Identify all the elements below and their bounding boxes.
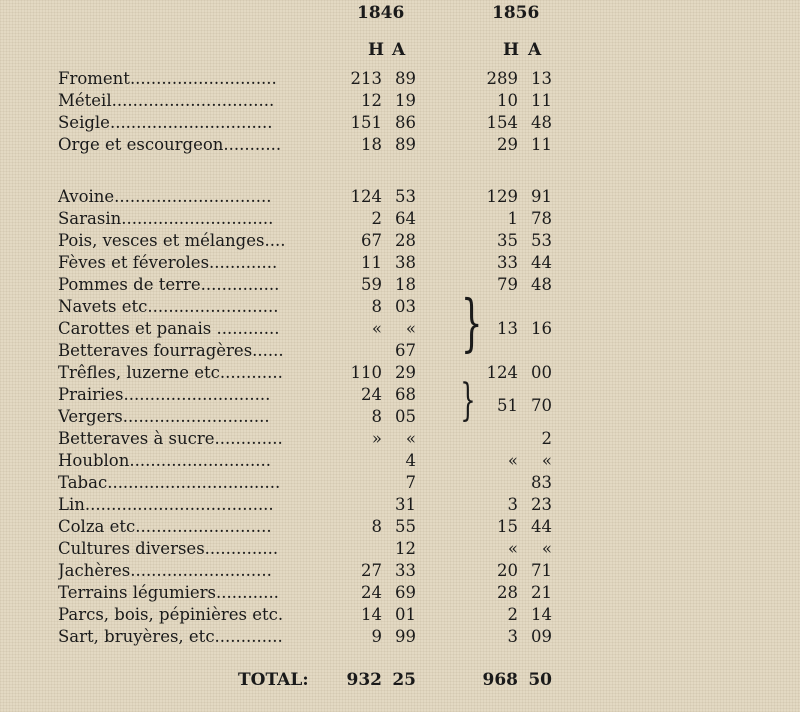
row-label: Pois, vesces et mélanges....	[58, 231, 286, 250]
hectares-1856: «	[507, 539, 518, 558]
table-row	[0, 406, 800, 428]
ares-1846: 31	[395, 495, 416, 514]
hectares-1856: 154	[486, 113, 518, 132]
ares-1846: 18	[395, 275, 416, 294]
year-1856-header: 1856	[492, 3, 540, 23]
ares-1846: 05	[395, 407, 416, 426]
ares-1856: 11	[531, 135, 552, 154]
table-row	[0, 90, 800, 112]
hectares-1856: 20	[497, 561, 518, 580]
table-row	[0, 68, 800, 90]
table-row	[0, 112, 800, 134]
ares-1846: «	[405, 319, 416, 338]
hectares-1846: 24	[361, 385, 382, 404]
table-row	[0, 472, 800, 494]
hectares-1856: 3	[507, 627, 518, 646]
table-row	[0, 604, 800, 626]
hectares-1856: 15	[497, 517, 518, 536]
hectares-1856: 29	[497, 135, 518, 154]
ares-1846: 89	[395, 69, 416, 88]
hectares-1846: 59	[361, 275, 382, 294]
ares-1846: «	[405, 429, 416, 448]
ares-1856: 48	[531, 113, 552, 132]
row-label: Parcs, bois, pépinières etc.	[58, 605, 284, 624]
ares-1846: 12	[395, 539, 416, 558]
ares-1856: 78	[531, 209, 552, 228]
row-label: Jachères...........................	[58, 561, 272, 580]
row-label: Prairies............................	[58, 385, 271, 404]
hectares-1856: 289	[486, 69, 518, 88]
ares-1856: 44	[531, 517, 552, 536]
row-label: Fèves et féveroles.............	[58, 253, 278, 272]
total-h-1846: 932	[346, 670, 382, 690]
total-label: TOTAL:	[238, 670, 309, 690]
row-label: Cultures diverses..............	[58, 539, 279, 558]
hectares-1846: 9	[371, 627, 382, 646]
col-a-1856: A	[528, 40, 542, 60]
ares-1846: 38	[395, 253, 416, 272]
ares-1856: 70	[531, 396, 552, 415]
row-label: Méteil...............................	[58, 91, 275, 110]
row-label: Orge et escourgeon...........	[58, 135, 282, 154]
ares-1846: 53	[395, 187, 416, 206]
hectares-1856: 79	[497, 275, 518, 294]
hectares-1846: 2	[371, 209, 382, 228]
hectares-1856: 1	[507, 209, 518, 228]
hectares-1856: 124	[486, 363, 518, 382]
row-label: Sarasin.............................	[58, 209, 274, 228]
hectares-1856: 2	[507, 605, 518, 624]
ares-1846: 69	[395, 583, 416, 602]
table-row	[0, 494, 800, 516]
ares-1856: «	[541, 539, 552, 558]
table-row	[0, 134, 800, 156]
ares-1856: 09	[531, 627, 552, 646]
table-row	[0, 626, 800, 648]
hectares-1846: «	[371, 319, 382, 338]
ares-1856: 00	[531, 363, 552, 382]
row-label: Betteraves à sucre.............	[58, 429, 283, 448]
table-row	[0, 208, 800, 230]
col-h-1856: H	[503, 40, 520, 60]
col-a-1846: A	[392, 40, 406, 60]
ares-1846: 19	[395, 91, 416, 110]
table-row	[0, 318, 800, 340]
ares-1856: 2	[541, 429, 552, 448]
ares-1856: 21	[531, 583, 552, 602]
hectares-1856: «	[507, 451, 518, 470]
row-label: Avoine..............................	[58, 187, 272, 206]
row-label: Pommes de terre...............	[58, 275, 280, 294]
hectares-1856: 10	[497, 91, 518, 110]
row-label: Vergers............................	[58, 407, 270, 426]
row-label: Carottes et panais ............	[58, 319, 280, 338]
ares-1846: 7	[405, 473, 416, 492]
ares-1846: 55	[395, 517, 416, 536]
ares-1856: 11	[531, 91, 552, 110]
ares-1856: 13	[531, 69, 552, 88]
table-row	[0, 428, 800, 450]
hectares-1856: 3	[507, 495, 518, 514]
hectares-1846: 12	[361, 91, 382, 110]
ares-1846: 67	[395, 341, 416, 360]
ares-1856: 14	[531, 605, 552, 624]
hectares-1856: 13	[497, 319, 518, 338]
row-label: Betteraves fourragères......	[58, 341, 284, 360]
hectares-1846: 14	[361, 605, 382, 624]
ares-1846: 99	[395, 627, 416, 646]
ares-1846: 68	[395, 385, 416, 404]
hectares-1846: 110	[350, 363, 382, 382]
row-label: Trêfles, luzerne etc............	[58, 363, 283, 382]
ares-1846: 86	[395, 113, 416, 132]
ares-1856: 53	[531, 231, 552, 250]
table-row	[0, 362, 800, 384]
ares-1846: 4	[405, 451, 416, 470]
table-row	[0, 340, 800, 362]
table-row	[0, 296, 800, 318]
ares-1846: 64	[395, 209, 416, 228]
table-row	[0, 560, 800, 582]
table-row	[0, 384, 800, 415]
ares-1846: 29	[395, 363, 416, 382]
ares-1856: 83	[531, 473, 552, 492]
ares-1856: 91	[531, 187, 552, 206]
hectares-1856: 51	[497, 396, 518, 415]
hectares-1846: 151	[350, 113, 382, 132]
hectares-1846: 124	[350, 187, 382, 206]
hectares-1846: 27	[361, 561, 382, 580]
row-label: Tabac.................................	[58, 473, 281, 492]
ares-1856: 71	[531, 561, 552, 580]
row-label: Froment............................	[58, 69, 277, 88]
hectares-1856: 33	[497, 253, 518, 272]
row-label: Terrains légumiers............	[58, 583, 279, 602]
hectares-1846: 67	[361, 231, 382, 250]
hectares-1846: 213	[350, 69, 382, 88]
col-h-1846: H	[368, 40, 385, 60]
hectares-1846: 11	[361, 253, 382, 272]
table-row	[0, 186, 800, 208]
table-row	[0, 582, 800, 604]
ares-1856: 44	[531, 253, 552, 272]
ares-1856: 23	[531, 495, 552, 514]
hectares-1856: 28	[497, 583, 518, 602]
hectares-1856: 129	[486, 187, 518, 206]
brace-group-roots: }	[460, 286, 483, 359]
hectares-1846: »	[371, 429, 382, 448]
row-label: Sart, bruyères, etc.............	[58, 627, 283, 646]
ares-1856: 48	[531, 275, 552, 294]
ares-1856: «	[541, 451, 552, 470]
row-label: Colza etc..........................	[58, 517, 272, 536]
table-row	[0, 450, 800, 472]
table-row	[0, 538, 800, 560]
total-h-1856: 968	[482, 670, 518, 690]
ares-1846: 28	[395, 231, 416, 250]
hectares-1846: 8	[371, 407, 382, 426]
table-row	[0, 516, 800, 538]
hectares-1846: 8	[371, 297, 382, 316]
ares-1846: 01	[395, 605, 416, 624]
brace-group-prairies: }	[460, 375, 476, 426]
row-label: Seigle...............................	[58, 113, 273, 132]
hectares-1846: 8	[371, 517, 382, 536]
ares-1846: 33	[395, 561, 416, 580]
year-1846-header: 1846	[357, 3, 405, 23]
ares-1846: 03	[395, 297, 416, 316]
ares-1856: 16	[531, 319, 552, 338]
table-row	[0, 252, 800, 274]
hectares-1846: 24	[361, 583, 382, 602]
hectares-1846: 18	[361, 135, 382, 154]
row-label: Navets etc.........................	[58, 297, 279, 316]
row-label: Lin....................................	[58, 495, 274, 514]
hectares-1856: 35	[497, 231, 518, 250]
total-a-1856: 50	[528, 670, 552, 690]
table-row	[0, 230, 800, 252]
table-row	[0, 274, 800, 296]
row-label: Houblon...........................	[58, 451, 271, 470]
total-a-1846: 25	[392, 670, 416, 690]
ares-1846: 89	[395, 135, 416, 154]
